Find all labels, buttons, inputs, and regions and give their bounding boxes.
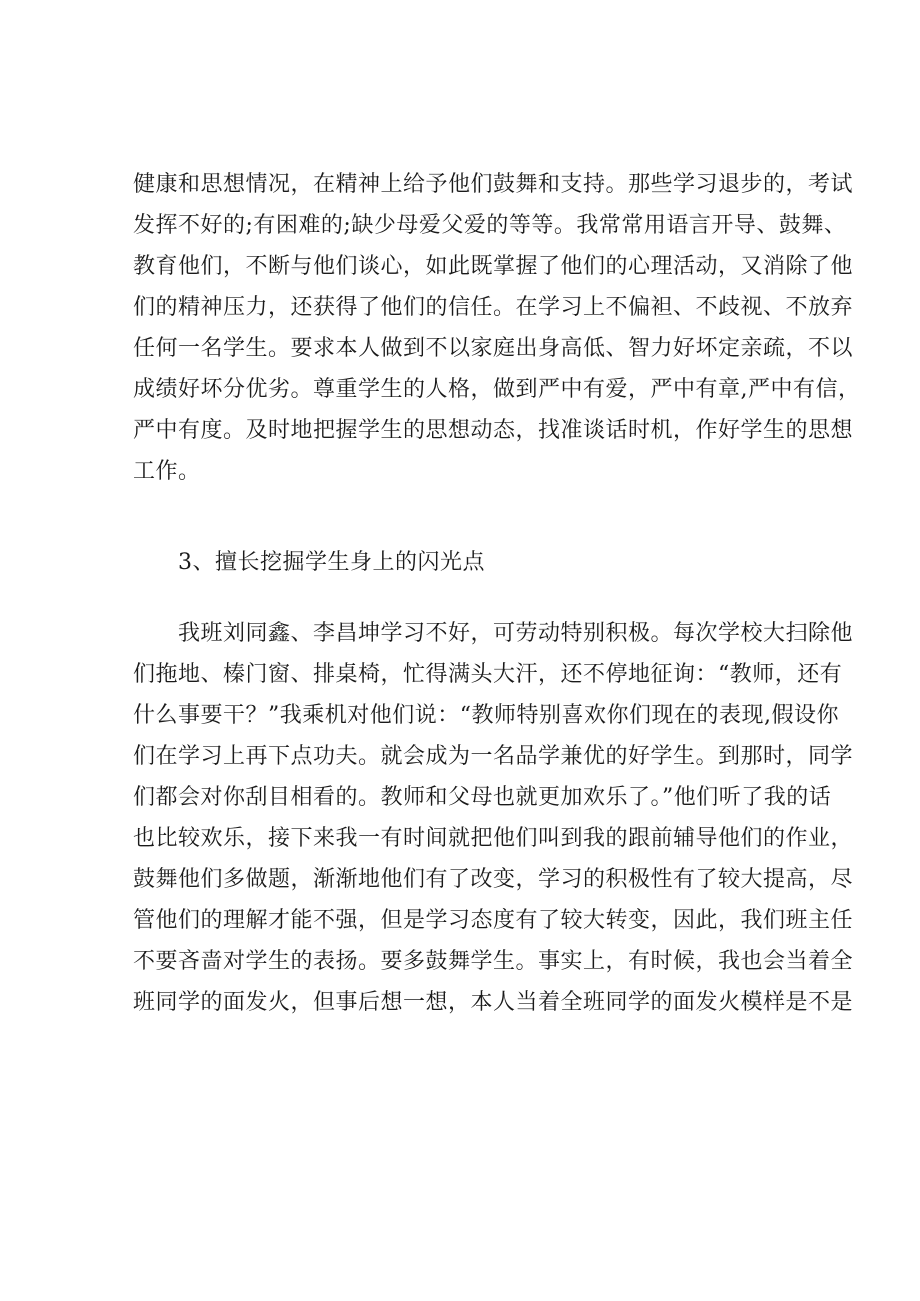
paragraph-line: 任何一名学生。要求本人做到不以家庭出身高低、智力好坏定亲疏，不以 [133,336,854,361]
paragraph-line: 严中有度。及时地把握学生的思想动态，找准谈话时机，作好学生的思想 [133,418,854,443]
paragraph-line: 鼓舞他们多做题，渐渐地他们有了改变，学习的积极性有了较大提高，尽 [133,867,854,892]
paragraph-line: 工作。 [133,459,201,484]
paragraph-line: 不要吝啬对学生的表扬。要多鼓舞学生。事实上，有时候，我也会当着全 [133,949,854,974]
paragraph-line: 我班刘同鑫、李昌坤学习不好，可劳动特别积极。每次学校大扫除他 [178,621,854,646]
paragraph-line: 健康和思想情况，在精神上给予他们鼓舞和支持。那些学习退步的，考试 [133,172,854,197]
paragraph-line: 管他们的理解才能不强，但是学习态度有了较大转变，因此，我们班主任 [133,908,854,933]
paragraph-line: 们的精神压力，还获得了他们的信任。在学习上不偏袒、不歧视、不放弃 [133,295,854,320]
paragraph-line: 们都会对你刮目相看的。教师和父母也就更加欢乐了。”他们听了我的话 [133,785,832,810]
paragraph-line: 们在学习上再下点功夫。就会成为一名品学兼优的好学生。到那时，同学 [133,744,854,769]
paragraph-line: 班同学的面发火，但事后想一想，本人当着全班同学的面发火模样是不是 [133,990,854,1015]
paragraph-line: 教育他们，不断与他们谈心，如此既掌握了他们的心理活动，又消除了他 [133,254,854,279]
paragraph-line: 成绩好坏分优劣。尊重学生的人格，做到严中有爱，严中有章,严中有信， [133,377,861,402]
paragraph-line: 也比较欢乐，接下来我一有时间就把他们叫到我的跟前辅导他们的作业， [133,826,854,851]
paragraph-line: 发挥不好的;有困难的;缺少母爱父爱的等等。我常常用语言开导、鼓舞、 [133,213,847,238]
paragraph-line: 什么事要干？”我乘机对他们说：“教师特别喜欢你们现在的表现,假设你 [133,703,839,728]
paragraph-line: 们拖地、榛门窗、排桌椅，忙得满头大汗，还不停地征询：“教师，还有 [133,662,843,687]
section-heading: 3、擅长挖掘学生身上的闪光点 [178,550,485,575]
